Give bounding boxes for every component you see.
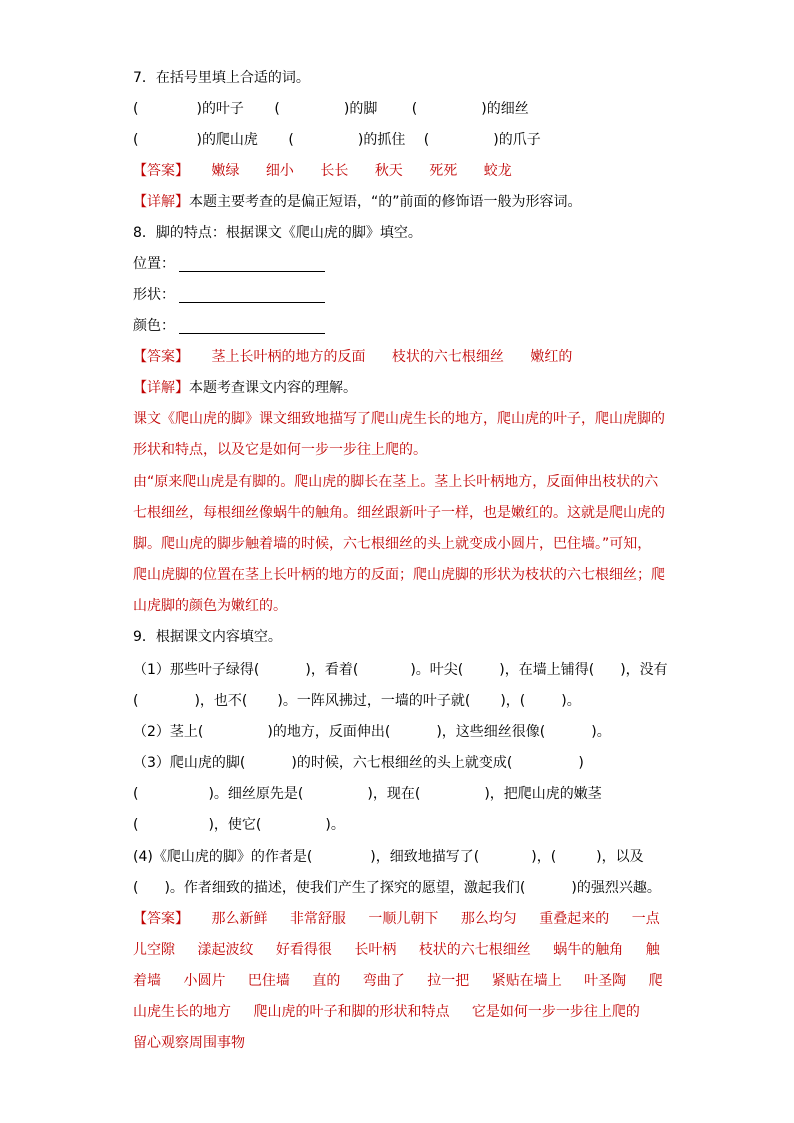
q9-line-6: ( )，使它( )。 (133, 817, 345, 833)
q8-explain-6: 爬山虎脚的位置在茎上长叶柄的地方的反面；爬山虎脚的形状为枝状的六七根细丝；爬 (133, 567, 665, 583)
q7-title: 7．在括号里填上合适的词。 (133, 70, 310, 86)
answer-label: 【答案】 (133, 349, 189, 365)
q9-line-7: (4)《爬山虎的脚》的作者是( )，细致地描写了( )，( )，以及 (133, 849, 644, 865)
q9-answer-1: 【答案】 那么新鲜 非常舒服 一顺儿朝下 那么均匀 重叠起来的 一点 (133, 911, 660, 927)
q9-line-4: （3）爬山虎的脚( )的时候，六七根细丝的头上就变成( ) (133, 755, 584, 771)
q8-answer: 【答案】 茎上长叶柄的地方的反面 枝状的六七根细丝 嫩红的 (133, 349, 573, 365)
q9-title: 9．根据课文内容填空。 (133, 629, 282, 645)
q7-detail: 【详解】本题主要考查的是偏正短语，“的”前面的修饰语一般为形容词。 (133, 194, 582, 210)
blank-line (179, 286, 325, 303)
q8-title: 8．脚的特点：根据课文《爬山虎的脚》填空。 (133, 225, 422, 241)
detail-label: 【详解】 (133, 380, 189, 396)
q8-explain-7: 山虎脚的颜色为嫩红的。 (133, 598, 287, 614)
q8-field-position: 位置： (133, 252, 662, 276)
q8-explain-3: 由“原来爬山虎是有脚的。爬山虎的脚长在茎上。茎上长叶柄地方，反面伸出枝状的六 (133, 474, 659, 490)
q7-row1: ( )的叶子 ( )的脚 ( )的细丝 (133, 101, 529, 117)
q9-answer-3: 着墙 小圆片 巴住墙 直的 弯曲了 拉一把 紧贴在墙上 叶圣陶 爬 (133, 973, 663, 989)
q8-field-color: 颜色： (133, 314, 662, 338)
q8-explain-5: 脚。爬山虎的脚步触着墙的时候，六七根细丝的头上就变成小圆片，巴住墙。”可知， (133, 536, 652, 552)
answer-label: 【答案】 (133, 911, 189, 927)
q7-row2: ( )的爬山虎 ( )的抓住 ( )的爪子 (133, 132, 541, 148)
blank-line (179, 255, 325, 272)
q9-line-5: ( )。细丝原先是( )，现在( )，把爬山虎的嫩茎 (133, 786, 602, 802)
detail-label: 【详解】 (133, 194, 189, 210)
q9-answer-4: 山虎生长的地方 爬山虎的叶子和脚的形状和特点 它是如何一步一步往上爬的 (133, 1004, 640, 1020)
q7-answer: 【答案】 嫩绿 细小 长长 秋天 死死 蛟龙 (133, 163, 512, 179)
q9-line-1: （1）那些叶子绿得( )，看着( )。叶尖( )，在墙上铺得( )，没有 (133, 662, 668, 678)
blank-line (179, 317, 325, 334)
q8-explain-1: 课文《爬山虎的脚》课文细致地描写了爬山虎生长的地方，爬山虎的叶子，爬山虎脚的 (133, 411, 665, 427)
q9-line-8: ( )。作者细致的描述，使我们产生了探究的愿望，激起我们( )的强烈兴趣。 (133, 880, 661, 896)
q9-line-3: （2）茎上( )的地方，反面伸出( )，这些细丝很像( )。 (133, 724, 611, 740)
q8-explain-2: 形状和特点，以及它是如何一步一步往上爬的。 (133, 442, 427, 458)
q8-field-shape: 形状： (133, 283, 662, 307)
q8-detail: 【详解】本题考查课文内容的理解。 (133, 380, 357, 396)
answer-label: 【答案】 (133, 163, 189, 179)
q9-answer-2: 儿空隙 漾起波纹 好看得很 长叶柄 枝状的六七根细丝 蜗牛的触角 触 (133, 942, 660, 958)
q8-explain-4: 七根细丝，每根细丝像蜗牛的触角。细丝跟新叶子一样，也是嫩红的。这就是爬山虎的 (133, 505, 665, 521)
q9-answer-5: 留心观察周围事物 (133, 1035, 245, 1051)
q9-line-2: ( )，也不( )。一阵风拂过，一墙的叶子就( )，( )。 (133, 693, 581, 709)
